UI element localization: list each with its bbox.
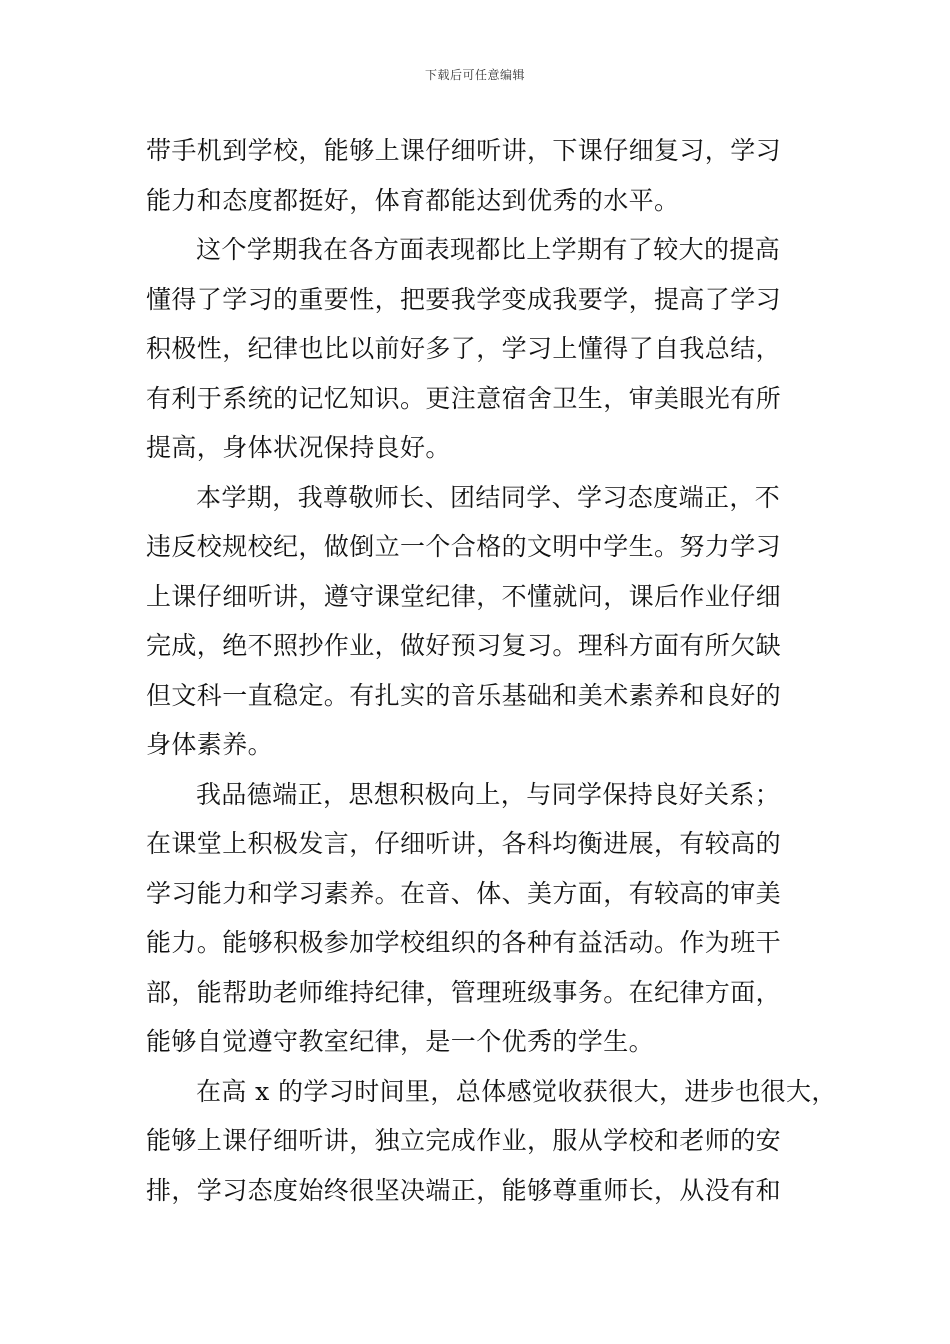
paragraph-first-line: 这个学期我在各方面表现都比上学期有了较大的提高 <box>196 235 781 264</box>
text-line: 能力。能够积极参加学校组织的各种有益活动。作为班干 <box>146 928 782 957</box>
page-header: 下载后可任意编辑 <box>424 68 525 82</box>
paragraph-first-line: 本学期，我尊敬师长、团结同学、学习态度端正，不 <box>196 482 781 512</box>
paragraph-first-line: 我品德端正，思想积极向上，与同学保持良好关系； <box>196 779 781 809</box>
text-line: 带手机到学校，能够上课仔细听讲，下课仔细复习，学习 <box>146 136 782 165</box>
text-line: 排，学习态度始终很坚决端正，能够尊重师长，从没有和 <box>146 1175 782 1205</box>
text-line: 违反校规校纪，做倒立一个合格的文明中学生。努力学习 <box>146 532 782 561</box>
text-line: 提高，身体状况保持良好。 <box>146 433 451 462</box>
document-body <box>146 126 837 1215</box>
text-line: 能力和态度都挺好，体育都能达到优秀的水平。 <box>146 185 680 215</box>
text-line: 学习能力和学习素养。在音、体、美方面，有较高的审美 <box>146 878 782 908</box>
text-line: 身体素养。 <box>146 730 274 759</box>
paragraph-first-line: 在高 x 的学习时间里，总体感觉收获很大，进步也很大， <box>196 1076 837 1106</box>
text-line: 有利于系统的记忆知识。更注意宿舍卫生，审美眼光有所 <box>146 383 782 413</box>
text-line: 完成，绝不照抄作业，做好预习复习。理科方面有所欠缺 <box>146 631 782 660</box>
text-line: 在课堂上积极发言，仔细听讲，各科均衡进展，有较高的 <box>146 829 782 858</box>
text-line: 积极性，纪律也比以前好多了，学习上懂得了自我总结， <box>146 334 782 363</box>
text-line: 能够上课仔细听讲，独立完成作业，服从学校和老师的安 <box>146 1126 782 1155</box>
text-line: 部，能帮助老师维持纪律，管理班级事务。在纪律方面， <box>146 977 782 1007</box>
text-line: 懂得了学习的重要性，把要我学变成我要学，提高了学习 <box>146 284 782 314</box>
text-line: 但文科一直稳定。有扎实的音乐基础和美术素养和良好的 <box>146 680 782 710</box>
text-line: 能够自觉遵守教室纪律，是一个优秀的学生。 <box>146 1027 655 1056</box>
text-line: 上课仔细听讲，遵守课堂纪律，不懂就问，课后作业仔细 <box>146 581 782 611</box>
